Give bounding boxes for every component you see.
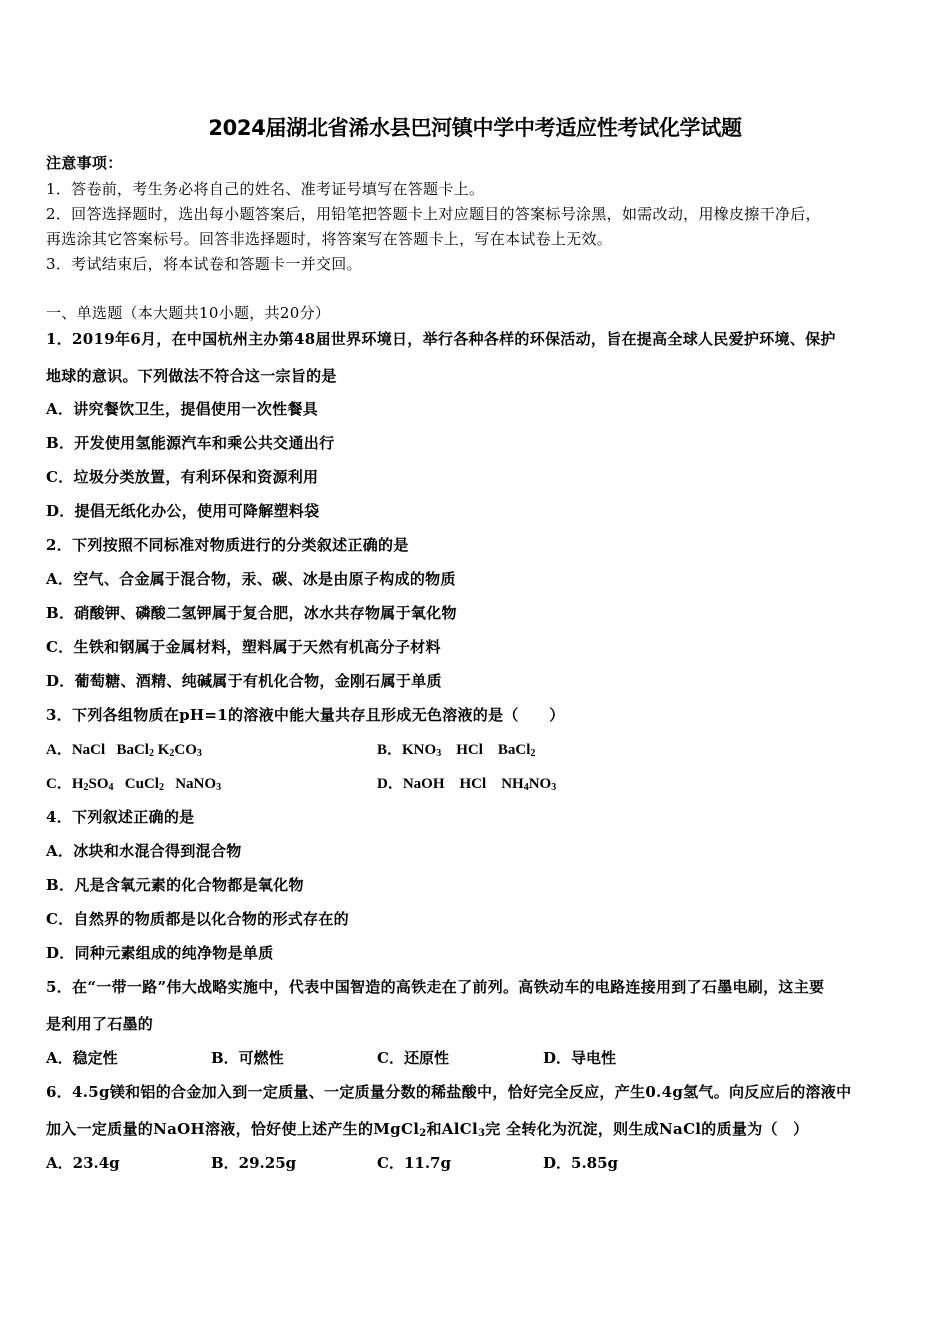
q1-option-c: C．垃圾分类放置，有利环保和资源利用 xyxy=(46,468,319,486)
q5-option-c: C．还原性 xyxy=(377,1049,449,1067)
q4-option-c: C．自然界的物质都是以化合物的形式存在的 xyxy=(46,910,349,928)
q6-option-c: C．11.7g xyxy=(377,1154,451,1172)
question-1-stem: 1．2019年6月，在中国杭州主办第48届世界环境日，举行各种各样的环保活动，旨在提高全球人民爱护环境、保护 xyxy=(46,330,836,348)
q4-option-a: A．冰块和水混合得到混合物 xyxy=(46,842,242,860)
notice-item-3: 3．考试结束后，将本试卷和答题卡一并交回。 xyxy=(46,255,362,273)
notice-item-2: 2．回答选择题时，选出每小题答案后，用铅笔把答题卡上对应题目的答案标号涂黑，如需改动，用橡皮擦干净后， xyxy=(46,205,821,223)
q2-option-c: C．生铁和钢属于金属材料，塑料属于天然有机高分子材料 xyxy=(46,638,441,656)
q6-option-b: B．29.25g xyxy=(211,1154,297,1172)
q2-option-a: A．空气、合金属于混合物，汞、碳、冰是由原子构成的物质 xyxy=(46,570,456,588)
page-title: 2024届湖北省浠水县巴河镇中学中考适应性考试化学试题 xyxy=(208,116,742,140)
notice-heading: 注意事项： xyxy=(46,154,123,172)
question-1-stem-cont: 地球的意识。下列做法不符合这一宗旨的是 xyxy=(46,367,337,385)
q5-option-d: D．导电性 xyxy=(543,1049,617,1067)
q6-option-d: D．5.85g xyxy=(543,1154,619,1172)
notice-item-2-cont: 再选涂其它答案标号。回答非选择题时，将答案写在答题卡上，写在本试卷上无效。 xyxy=(46,230,613,248)
question-3-stem: 3．下列各组物质在pH=1的溶液中能大量共存且形成无色溶液的是（ ） xyxy=(46,706,565,724)
q1-option-b: B．开发使用氢能源汽车和乘公共交通出行 xyxy=(46,434,335,452)
question-2-stem: 2．下列按照不同标准对物质进行的分类叙述正确的是 xyxy=(46,536,409,554)
q3-option-a: A．NaCl BaCl$_2$ $K_2CO_3$ xyxy=(46,742,202,759)
q3-option-d: D．NaOH HCl $NH_4NO_3$ xyxy=(377,776,557,793)
section-heading: 一、单选题（本大题共10小题，共20分） xyxy=(46,304,331,322)
question-6-stem: 6．4.5g镁和铝的合金加入到一定质量、一定质量分数的稀盐酸中，恰好完全反应，产生0.4g氢气。向反应后的溶液中 xyxy=(46,1083,852,1101)
question-5-stem-cont: 是利用了石墨的 xyxy=(46,1015,154,1033)
q1-option-d: D．提倡无纸化办公，使用可降解塑料袋 xyxy=(46,502,320,520)
question-5-stem: 5．在“一带一路”伟大战略实施中，代表中国智造的高铁走在了前列。高铁动车的电路连接用到了石墨电刷，这主要 xyxy=(46,978,825,996)
q1-option-a: A．讲究餐饮卫生，提倡使用一次性餐具 xyxy=(46,400,319,418)
notice-item-1: 1．答卷前，考生务必将自己的姓名、准考证号填写在答题卡上。 xyxy=(46,180,485,198)
question-6-stem-cont: 加入一定质量的NaOH溶液，恰好使上述产生的MgCl$_2$和AlCl$_3$完 全转化为沉淀，则生成NaCl的质量为（ ） xyxy=(46,1120,809,1139)
question-4-stem: 4．下列叙述正确的是 xyxy=(46,808,195,826)
q6-option-a: A．23.4g xyxy=(46,1154,120,1172)
q3-option-b: B．$KNO_3$ HCl BaCl$_2$ xyxy=(377,742,536,759)
q5-option-b: B．可燃性 xyxy=(211,1049,284,1067)
q4-option-b: B．凡是含氧元素的化合物都是氧化物 xyxy=(46,876,304,894)
q2-option-d: D．葡萄糖、酒精、纯碱属于有机化合物，金刚石属于单质 xyxy=(46,672,442,690)
q3-option-c: C．$H_2SO_4$ CuCl$_2$ NaNO$_3$ xyxy=(46,776,222,793)
q5-option-a: A．稳定性 xyxy=(46,1049,118,1067)
q2-option-b: B．硝酸钾、磷酸二氢钾属于复合肥，冰水共存物属于氧化物 xyxy=(46,604,457,622)
q4-option-d: D．同种元素组成的纯净物是单质 xyxy=(46,944,274,962)
